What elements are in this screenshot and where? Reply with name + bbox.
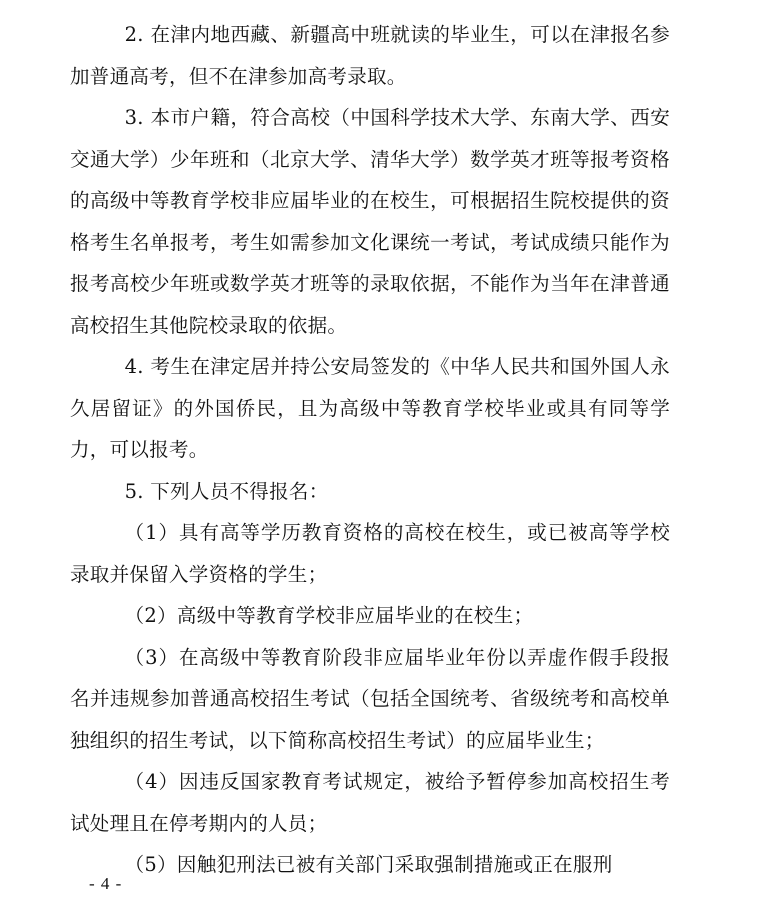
paragraph-5: 5. 下列人员不得报名： — [124, 479, 329, 503]
document-body — [70, 14, 670, 886]
paragraph-3: 3. 本市户籍，符合高校（中国科学技术大学、东南大学、西安交通大学）少年班和（北京大学、清华大学）数学英才班等报考资格的高级中等教育学校非应届毕业的在校生，可根据招生院校提供的资格考生名单报考，考生如需参加文化课统一考试，考试成绩只能作为报考高校少年班或数学英才班等的录取依据，不能作为当年在津普通高校招生其他院校录取的依据。 — [70, 106, 670, 337]
page-number: - 4 - — [89, 874, 123, 893]
paragraph-2: 2. 在津内地西藏、新疆高中班就读的毕业生，可以在津报名参加普通高考，但不在津参加高考录取。 — [70, 23, 670, 88]
list-item-4: （4）因违反国家教育考试规定，被给予暂停参加高校招生考试处理且在停考期内的人员； — [70, 770, 670, 835]
list-item-5: （5）因触犯刑法已被有关部门采取强制措施或正在服刑 — [124, 853, 613, 876]
list-item-1: （1）具有高等学历教育资格的高校在校生，或已被高等学校录取并保留入学资格的学生； — [70, 521, 670, 586]
paragraph-4: 4. 考生在津定居并持公安局签发的《中华人民共和国外国人永久居留证》的外国侨民，且为高级中等教育学校毕业或具有同等学力，可以报考。 — [70, 355, 670, 461]
list-item-2: （2）高级中等教育学校非应届毕业的在校生； — [124, 604, 534, 627]
list-item-3: （3）在高级中等教育阶段非应届毕业年份以弄虚作假手段报名并违规参加普通高校招生考试（包括全国统考、省级统考和高校单独组织的招生考试，以下简称高校招生考试）的应届毕业生； — [70, 645, 670, 752]
